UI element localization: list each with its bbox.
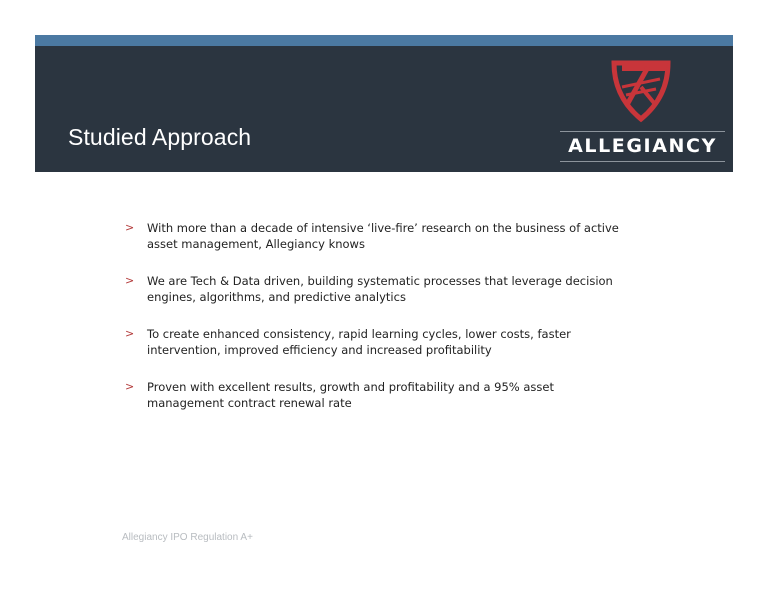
bullet-marker: > — [125, 380, 135, 393]
bullet-marker: > — [125, 327, 135, 340]
bullet-marker: > — [125, 274, 135, 287]
bullet-item — [125, 379, 625, 411]
bullet-text: To create enhanced consistency, rapid learning cycles, lower costs, faster intervention, improved efficiency and increased profitability — [147, 327, 571, 357]
header-accent-strip — [35, 35, 733, 46]
slide-header — [35, 35, 733, 172]
bullet-text: We are Tech & Data driven, building systematic processes that leverage decision engines, algorithms, and predictive analytics — [147, 274, 613, 304]
bullet-marker: > — [125, 221, 135, 234]
bullet-item — [125, 326, 625, 358]
bullet-list — [125, 220, 625, 432]
bullet-text: With more than a decade of intensive ‘live-fire’ research on the business of active asset management, Allegiancy knows — [147, 221, 619, 251]
bullet-text: Proven with excellent results, growth and profitability and a 95% asset management contract renewal rate — [147, 380, 555, 410]
slide-title: Studied Approach — [68, 124, 252, 150]
bullet-item — [125, 273, 625, 305]
logo-wordmark: ALLEGIANCY — [560, 131, 725, 162]
bullet-item — [125, 220, 625, 252]
shield-a-icon — [608, 57, 674, 123]
footer-note: Allegiancy IPO Regulation A+ — [122, 532, 253, 543]
allegiancy-logo — [560, 57, 725, 162]
